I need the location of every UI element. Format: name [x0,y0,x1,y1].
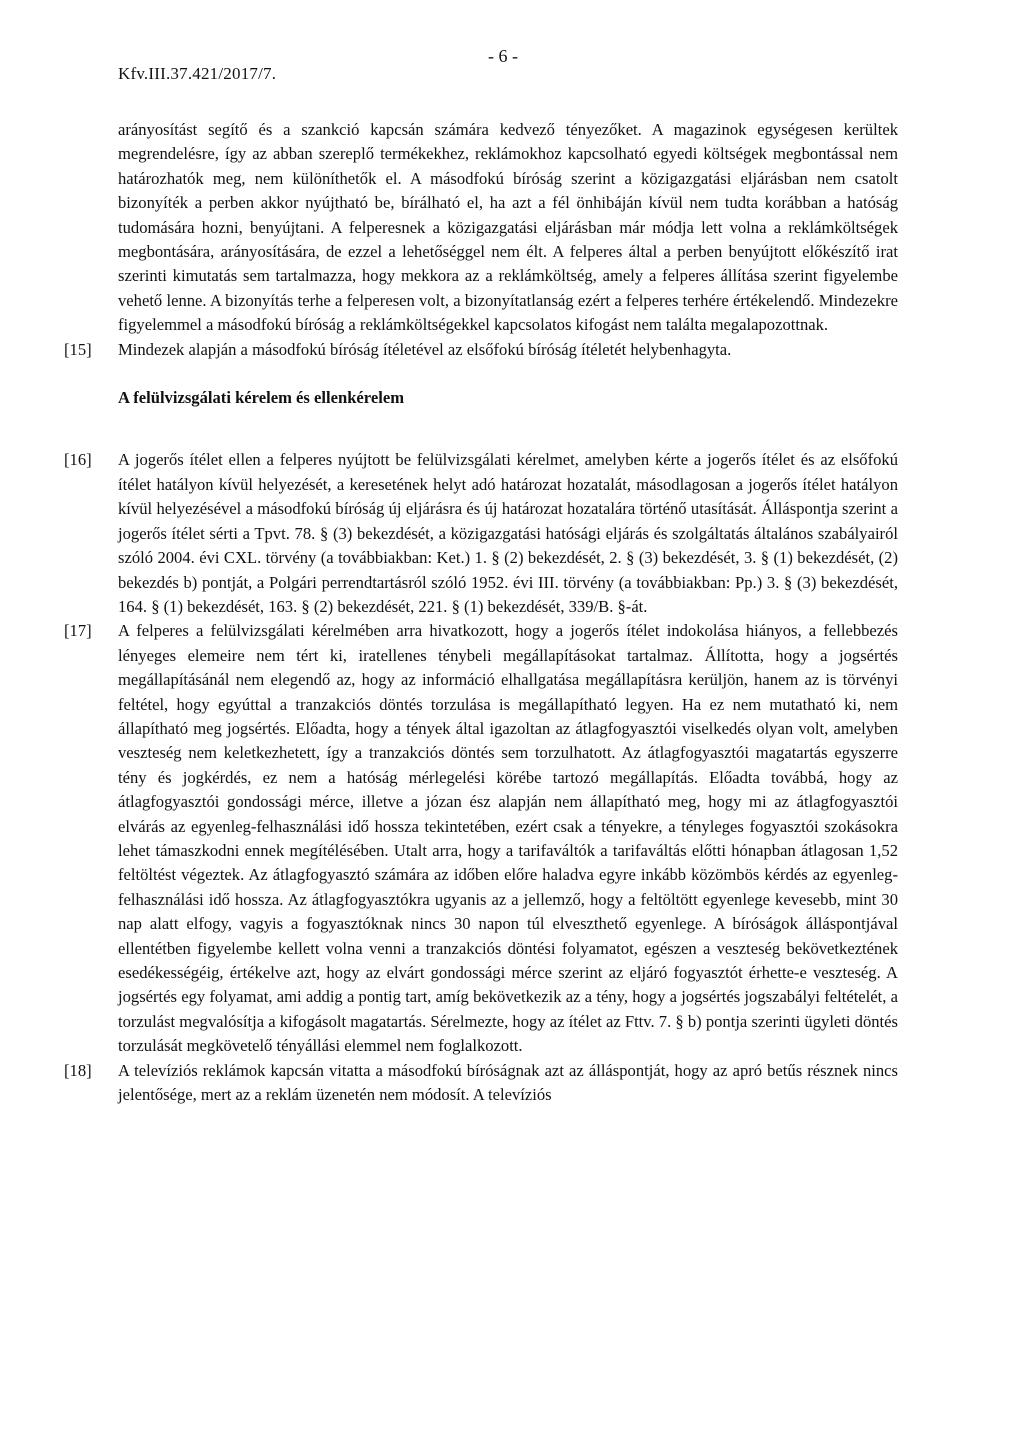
paragraph-15 [64,338,898,362]
paragraph-text: Mindezek alapján a másodfokú bíróság ítéletével az elsőfokú bíróság ítéletét helybenhagyta. [118,339,732,359]
paragraph-number: [18] [64,1060,92,1080]
paragraph-text: A televíziós reklámok kapcsán vitatta a másodfokú bíróságnak azt az álláspontját, hogy az apró betűs résznek nincs jelentősége, mert az a reklám üzenetén nem módosít. A televíziós [118,1060,898,1105]
paragraph-text: A jogerős ítélet ellen a felperes nyújtott be felülvizsgálati kérelmet, amelyben kérte a jogerős ítélet és az elsőfokú ítélet hatályon kívül helyezését, a keresetének helyt adó határozat hozatalát, másodlagosan a jogerős ítélet hatályon kívül helyezésével a másodfokú bíróság új eljárásra és új határozat hozatalára történő utasítását. Álláspontja szerint a jogerős ítélet sérti a Tpvt. 78. § (3) bekezdését, a közigazgatási hatósági eljárás és szolgáltatás általános szabályairól szóló 2004. évi CXL. törvény (a továbbiakban: Ket.) 1. § (2) bekezdését, 2. § (3) bekezdését, 3. § (1) bekezdését, (2) bekezdés b) pontját, a Polgári perrendtartásról szóló 1952. évi III. törvény (a továbbiakban: Pp.) 3. § (3) bekezdését, 164. § (1) bekezdését, 163. § (2) bekezdését, 221. § (1) bekezdését, 339/B. §-át. [118,450,898,616]
section-heading: A felülvizsgálati kérelem és ellenkérelem [118,388,405,408]
paragraph-number: [15] [64,339,92,359]
case-number: Kfv.III.37.421/2017/7. [118,64,277,83]
document-body [64,118,898,1107]
paragraph-number: [17] [64,621,92,641]
paragraph-18 [64,1059,898,1108]
paragraph-number: [16] [64,450,92,470]
continuation-paragraph: arányosítást segítő és a szankció kapcsán számára kedvező tényezőket. A magazinok egységesen kerültek megrendelésre, így az abban szereplő termékekhez, reklámokhoz kapcsolható egyedi költségek megbontással nem határozhatók meg, nem különíthetők el. A másodfokú bíróság szerint a közigazgatási eljárásban nem csatolt bizonyíték a perben akkor nyújtható be, bírálható el, ha azt a fél önhibáján kívül nem tudta korábban a hatóság tudomására hozni, benyújtani. A felperesnek a közigazgatási eljárásban már módja lett volna a reklámköltségek megbontására, arányosítására, de ezzel a lehetőséggel nem élt. A felperes által a perben benyújtott előkészítő irat szerinti kimutatás sem tartalmazza, hogy mekkora az a reklámköltség, amely a felperes állítása szerint figyelembe vehető lenne. A bizonyítás terhe a felperesen volt, a bizonyítatlanság ezért a felperes terhére értékelendő. Mindezekre figyelemmel a másodfokú bíróság a reklámköltségekkel kapcsolatos kifogást nem találta megalapozottnak. [118,120,898,335]
paragraph-17 [64,619,898,1058]
paragraph-16 [64,448,898,619]
paragraph-text: A felperes a felülvizsgálati kérelmében arra hivatkozott, hogy a jogerős ítélet indokolása hiányos, a fellebbezés lényeges elemeire nem tért ki, iratellenes ténybeli megállapításokat tartalmaz. Állította, hogy a jogsértés megállapításánál nem elegendő az, hogy az információ elhallgatása megállapításra kerüljön, hanem az is törvényi feltétel, hogy egyúttal a tranzakciós döntés torzulása is megállapítható legyen. Ha ez nem mutatható ki, nem állapítható meg jogsértés. Előadta, hogy a tények által igazoltan az átlagfogyasztói viselkedés olyan volt, amelyben veszteség nem keletkezhetett, így a tranzakciós döntés sem torzulhatott. Az átlagfogyasztói magatartás egyszerre tény és jogkérdés, ez nem a hatóság mérlegelési körébe tartozó megállapítás. Előadta továbbá, hogy az átlagfogyasztói gondossági mérce, illetve a józan ész alapján nem állapítható meg, hogy mi az átlagfogyasztói elvárás az egyenleg-felhasználási idő hossza tekintetében, ezért csak a tényekre, a tényleges fogyasztói szokásokra lehet támaszkodni ennek megítélésében. Utalt arra, hogy a tarifaváltók a tarifaváltás előtti hónapban átlagosan 1,52 feltöltést végeztek. Az átlagfogyasztó számára az időben előre haladva egyre inkább közömbös kérdés az egyenleg-felhasználási idő hossza. Az átlagfogyasztókra ugyanis az a jellemző, hogy a feltöltött egyenlege kevesebb, mint 30 nap alatt elfogy, vagyis a fogyasztóknak nincs 30 napon túl elveszthető egyenlege. A bíróságok álláspontjával ellentétben figyelembe kellett volna venni a tranzakciós döntési folyamatot, egészen a veszteség bekövetkeztének esedékességéig, értékelve azt, hogy az elvárt gondossági mérce szerint az eljáró fogyasztót érhette-e veszteség. A jogsértés egy folyamat, ami addig a pontig tart, amíg bekövetkezik az a tény, hogy a jogsértés jogszabályi feltételét, a torzulást megvalósítja a kifogásolt magatartás. Sérelmezte, hogy az ítélet az Fttv. 7. § b) pontja szerinti ügyleti döntés torzulását megkövetelő tényállási elemmel nem foglalkozott. [118,621,898,1056]
page-number: - 6 - [488,46,518,66]
